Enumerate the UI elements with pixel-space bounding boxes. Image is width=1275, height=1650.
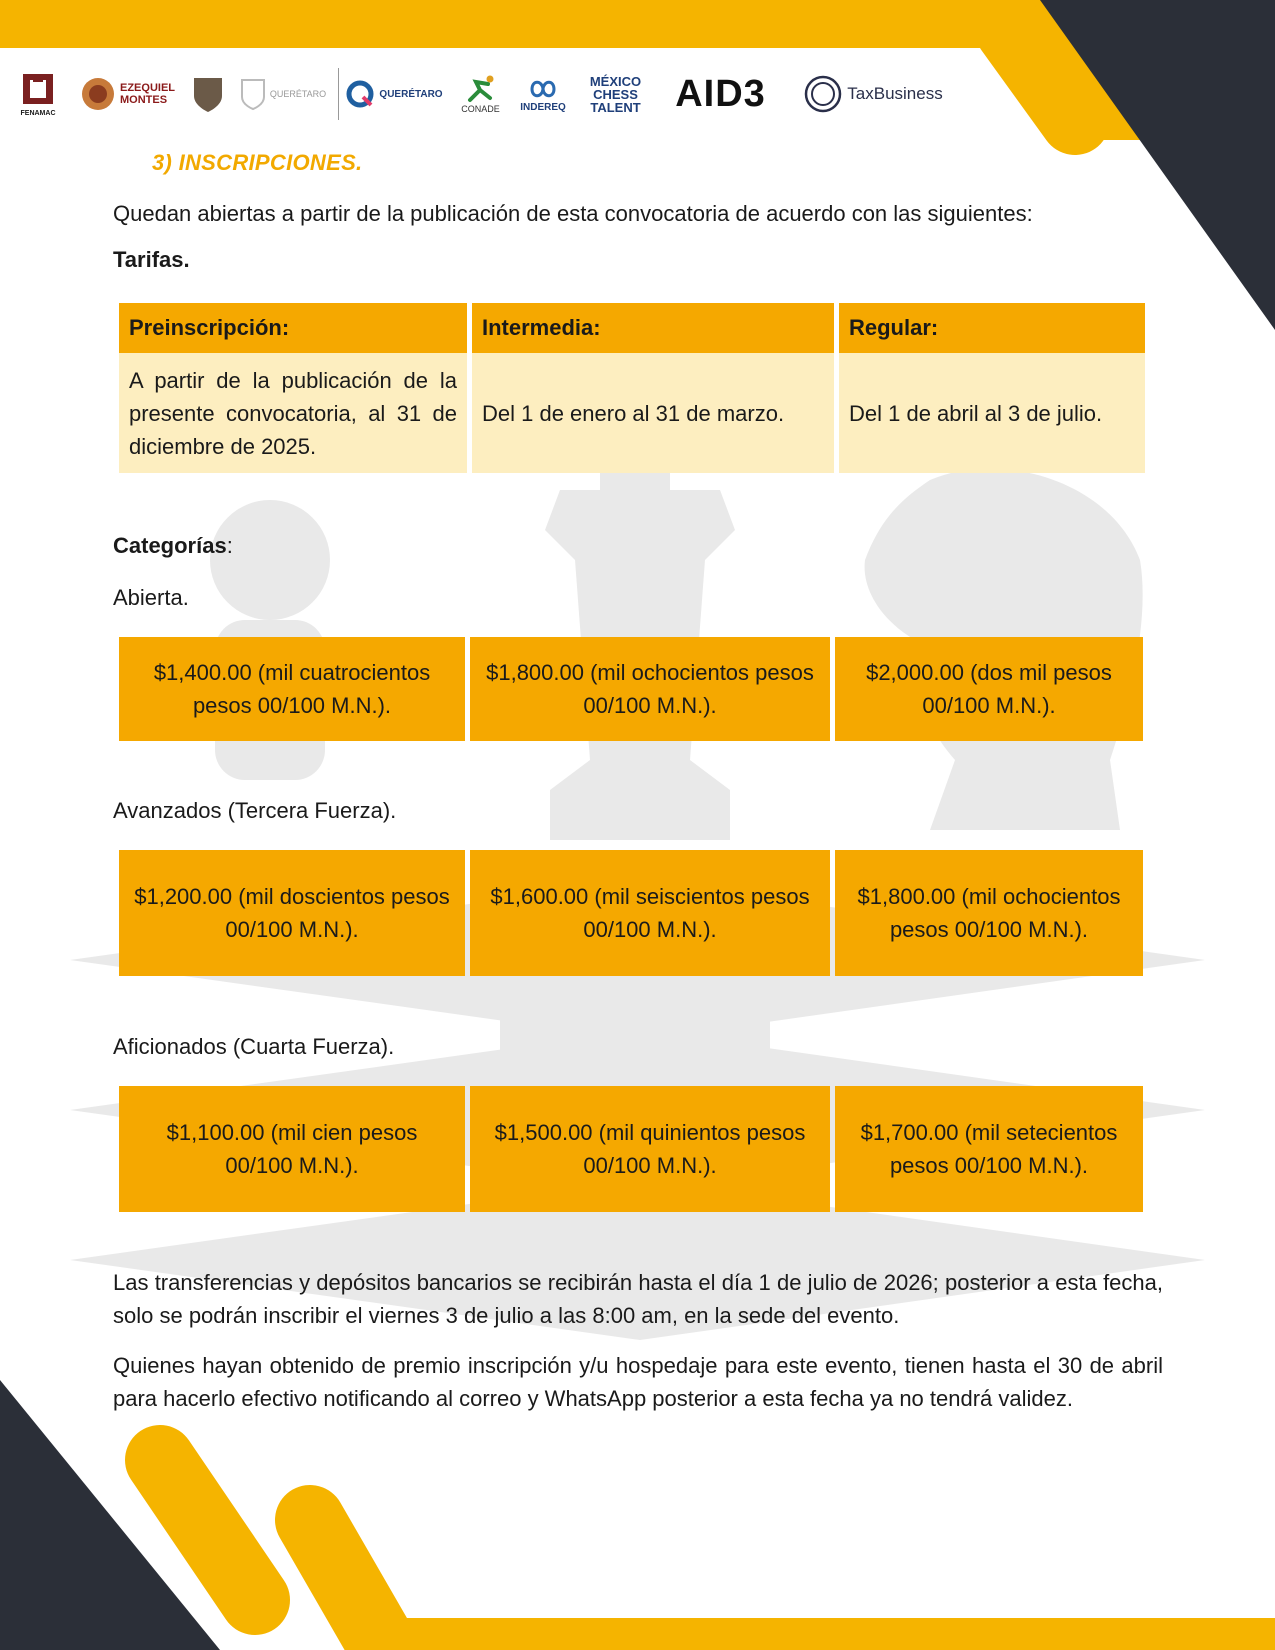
tarifas-period-row <box>119 353 1145 473</box>
price-table-aficionados <box>114 1086 1148 1212</box>
ezequiel-emblem-icon <box>80 76 116 112</box>
tarifa-period-intermedia: Del 1 de enero al 31 de marzo. <box>472 353 834 473</box>
price-aficionados-preinscripcion: $1,100.00 (mil cien pesos 00/100 M.N.). <box>119 1086 465 1212</box>
tarifa-period-preinscripcion: A partir de la publicación de la presente convocatoria, al 31 de diciembre de 2025. <box>119 353 467 473</box>
bottom-yellow-stroke-1 <box>160 1460 255 1600</box>
shield-icon <box>191 74 225 114</box>
q-mark-icon <box>345 79 375 109</box>
infinity-icon <box>528 76 558 102</box>
aid3-logo: AID3 <box>675 72 766 115</box>
tarifa-period-regular: Del 1 de abril al 3 de julio. <box>839 353 1145 473</box>
intro-paragraph: Quedan abiertas a partir de la publicación de esta convocatoria de acuerdo con las siguientes: <box>113 201 1033 226</box>
price-row-aficionados <box>119 1086 1143 1212</box>
queretaro-gov-logo: QUERÉTARO <box>233 68 333 120</box>
prize-note: Quienes hayan obtenido de premio inscripción y/u hospedaje para este evento, tienen hasta el 30 de abril para hacerlo efectivo notificando al correo y WhatsApp posterior a esta fecha ya no tendrá validez. <box>113 1353 1163 1411</box>
fenamac-logo: FENAMAC <box>18 68 58 120</box>
runner-icon <box>464 74 498 104</box>
price-table-avanzados <box>114 850 1148 976</box>
fenamac-emblem-icon <box>21 72 55 110</box>
tarifas-header-row <box>119 303 1145 353</box>
category-name-abierta: Abierta. <box>113 585 189 610</box>
tb-badge-icon <box>803 74 843 114</box>
tarifa-header-preinscripcion: Preinscripción: <box>119 303 467 353</box>
categorias-label-text: Categorías <box>113 533 227 558</box>
bottom-yellow-stroke-2 <box>310 1520 385 1650</box>
price-abierta-intermedia: $1,800.00 (mil ochocientos pesos 00/100 M.N.). <box>470 637 830 741</box>
price-aficionados-intermedia: $1,500.00 (mil quinientos pesos 00/100 M.N.). <box>470 1086 830 1212</box>
category-name-aficionados: Aficionados (Cuarta Fuerza). <box>113 1034 395 1059</box>
price-avanzados-preinscripcion: $1,200.00 (mil doscientos pesos 00/100 M.N.). <box>119 850 465 976</box>
categorias-label-suffix: : <box>226 533 233 558</box>
price-row-avanzados <box>119 850 1143 976</box>
deportes-emblem-logo <box>188 68 228 120</box>
price-abierta-regular: $2,000.00 (dos mil pesos 00/100 M.N.). <box>835 637 1143 741</box>
price-avanzados-regular: $1,800.00 (mil ochocientos pesos 00/100 M.N.). <box>835 850 1143 976</box>
conade-logo: CONADE <box>453 68 508 120</box>
section-title: 3) INSCRIPCIONES. <box>152 150 363 175</box>
chess-talent-logo: MÉXICO CHESS TALENT <box>589 73 642 115</box>
ezequiel-montes-logo: EZEQUIEL MONTES <box>68 68 188 120</box>
top-right-dark-band <box>1040 0 1275 330</box>
tarifas-label: Tarifas. <box>113 247 190 272</box>
coat-of-arms-icon <box>240 77 266 111</box>
tarifas-table <box>114 303 1150 473</box>
sponsor-logos <box>18 68 1018 120</box>
price-table-abierta <box>114 637 1148 741</box>
taxbusiness-logo: TaxBusiness <box>793 68 953 120</box>
transfer-note: Las transferencias y depósitos bancarios se recibirán hasta el día 1 de julio de 2026; posterior a esta fecha, solo se podrán inscribir el viernes 3 de julio a las 8:00 am, en la sede del evento. <box>113 1270 1163 1328</box>
queretaro-estado-logo: QUERÉTARO <box>338 68 449 120</box>
bottom-yellow-band <box>380 1618 1275 1650</box>
indereq-logo: INDEREQ <box>513 68 573 120</box>
price-row-abierta <box>119 637 1143 741</box>
price-aficionados-regular: $1,700.00 (mil setecientos pesos 00/100 M.N.). <box>835 1086 1143 1212</box>
category-name-avanzados: Avanzados (Tercera Fuerza). <box>113 798 397 823</box>
price-avanzados-intermedia: $1,600.00 (mil seiscientos pesos 00/100 M.N.). <box>470 850 830 976</box>
categorias-label <box>113 533 233 559</box>
tarifa-header-intermedia: Intermedia: <box>472 303 834 353</box>
tarifa-header-regular: Regular: <box>839 303 1145 353</box>
price-abierta-preinscripcion: $1,400.00 (mil cuatrocientos pesos 00/100 M.N.). <box>119 637 465 741</box>
